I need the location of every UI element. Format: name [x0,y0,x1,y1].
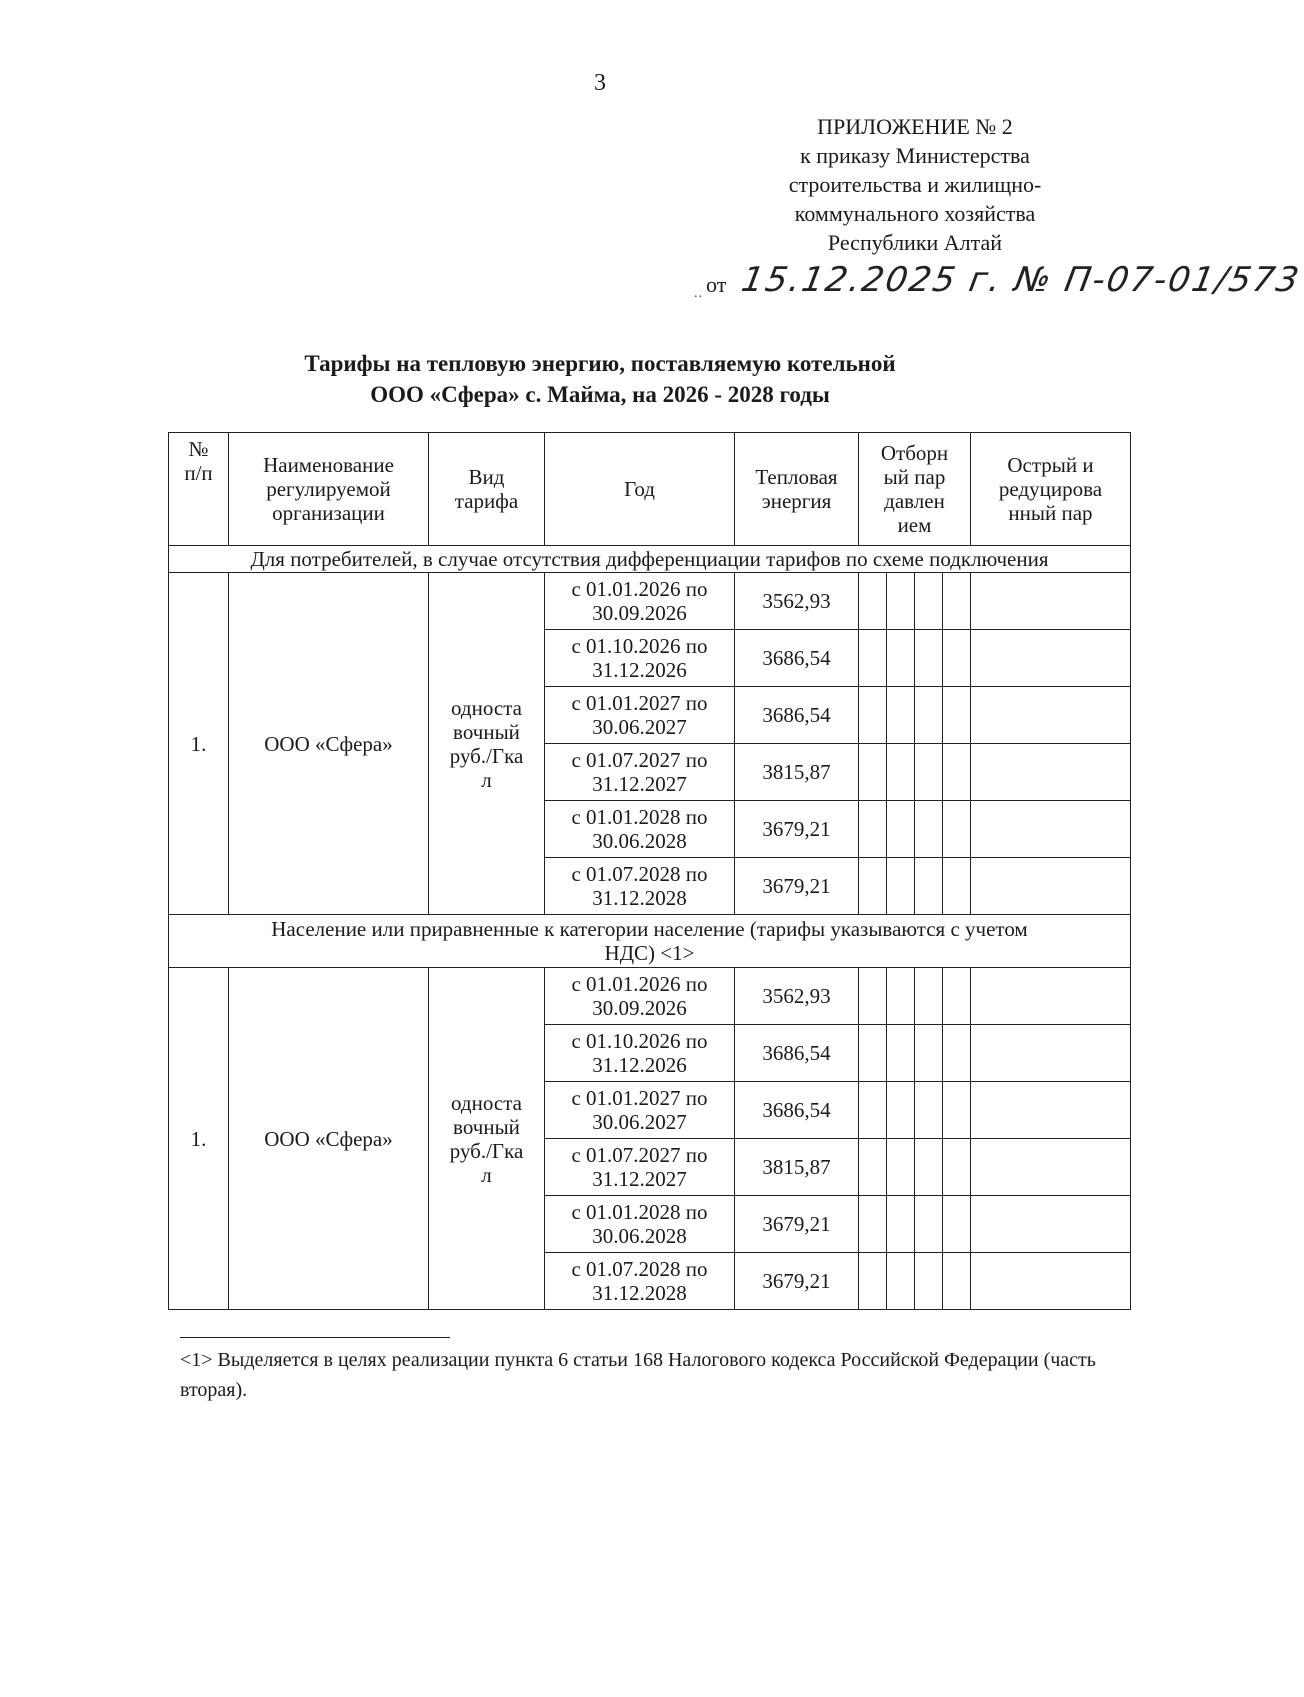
title-line-1: Тарифы на тепловую энергию, поставляемую котельной [304,351,896,376]
energy-value: 3815,87 [735,744,859,801]
row-number: 1. [169,573,229,915]
steam-sharp-cell [971,801,1131,858]
period-cell: с 01.07.2028 по 31.12.2028 [545,858,735,915]
period-cell: с 01.07.2027 по 31.12.2027 [545,1139,735,1196]
appendix-line: Республики Алтай [827,230,1003,255]
appendix-line: к приказу Министерства [800,143,1030,168]
steam-sharp-cell [971,858,1131,915]
period-cell: с 01.01.2028 по 30.06.2028 [545,801,735,858]
organization-name: ООО «Сфера» [229,968,429,1310]
energy-value: 3686,54 [735,687,859,744]
header-org: Наименование регулируемой организации [229,433,429,546]
energy-value: 3679,21 [735,1253,859,1310]
tariffs-table [168,432,1131,1310]
section-row [169,546,1131,573]
energy-value: 3686,54 [735,630,859,687]
period-cell: с 01.01.2027 по 30.06.2027 [545,687,735,744]
period-cell: с 01.10.2026 по 31.12.2026 [545,1025,735,1082]
steam-pressure-cell [859,744,971,801]
steam-sharp-cell [971,1253,1131,1310]
steam-sharp-cell [971,1082,1131,1139]
row-number: 1. [169,968,229,1310]
section-title: Население или приравненные к категории население (тарифы указываются с учетом НДС) <1> [169,915,1131,968]
section-title: Для потребителей, в случае отсутствия дифференциации тарифов по схеме подключения [169,546,1131,573]
energy-value: 3815,87 [735,1139,859,1196]
period-cell: с 01.01.2026 по 30.09.2026 [545,968,735,1025]
header-num: № п/п [169,433,229,546]
page-number: 3 [594,70,606,96]
steam-pressure-cell [859,858,971,915]
header-energy: Тепловая энергия [735,433,859,546]
handwritten-date-number: 15.12.2025 г. № П-07-01/573 [738,260,1304,300]
table-row [169,968,1131,1025]
energy-value: 3562,93 [735,573,859,630]
document-title [0,348,1200,410]
footnote: <1> Выделяется в целях реализации пункта 6 статьи 168 Налогового кодекса Российской Федерации (часть вторая). [180,1349,1096,1401]
footnote-divider [180,1337,450,1338]
period-cell: с 01.10.2026 по 31.12.2026 [545,630,735,687]
period-cell: с 01.01.2028 по 30.06.2028 [545,1196,735,1253]
energy-value: 3686,54 [735,1082,859,1139]
table-header-row [169,433,1131,546]
steam-pressure-cell [859,1139,971,1196]
energy-value: 3679,21 [735,858,859,915]
steam-pressure-cell [859,1253,971,1310]
order-date-line [694,260,1304,312]
steam-sharp-cell [971,1139,1131,1196]
steam-pressure-cell [859,1196,971,1253]
leader-dots: .. [694,286,703,301]
period-cell: с 01.01.2026 по 30.09.2026 [545,573,735,630]
energy-value: 3686,54 [735,1025,859,1082]
steam-pressure-cell [859,573,971,630]
appendix-line: строительства и жилищно- [788,172,1042,197]
steam-pressure-cell [859,687,971,744]
date-prefix: от [706,272,727,297]
steam-sharp-cell [971,573,1131,630]
steam-pressure-cell [859,1025,971,1082]
header-steam-sharp: Острый и редуцирова нный пар [971,433,1131,546]
period-cell: с 01.01.2027 по 30.06.2027 [545,1082,735,1139]
section-row [169,915,1131,968]
appendix-title: ПРИЛОЖЕНИЕ № 2 [817,114,1013,139]
tariff-type: односта вочный руб./Гка л [429,573,545,915]
steam-sharp-cell [971,630,1131,687]
steam-sharp-cell [971,968,1131,1025]
energy-value: 3679,21 [735,1196,859,1253]
table-row [169,573,1131,630]
steam-pressure-cell [859,630,971,687]
organization-name: ООО «Сфера» [229,573,429,915]
title-line-2: ООО «Сфера» с. Майма, на 2026 - 2028 годы [370,382,830,407]
header-steam-pressure: Отборн ый пар давлен ием [859,433,971,546]
period-cell: с 01.07.2028 по 31.12.2028 [545,1253,735,1310]
steam-pressure-cell [859,801,971,858]
period-cell: с 01.07.2027 по 31.12.2027 [545,744,735,801]
energy-value: 3679,21 [735,801,859,858]
steam-sharp-cell [971,1196,1131,1253]
steam-pressure-cell [859,1082,971,1139]
header-year: Год [545,433,735,546]
tariff-type: односта вочный руб./Гка л [429,968,545,1310]
header-tariff-type: Вид тарифа [429,433,545,546]
steam-pressure-cell [859,968,971,1025]
steam-sharp-cell [971,744,1131,801]
energy-value: 3562,93 [735,968,859,1025]
appendix-line: коммунального хозяйства [794,201,1036,226]
steam-sharp-cell [971,687,1131,744]
appendix-header [760,112,1070,257]
steam-sharp-cell [971,1025,1131,1082]
